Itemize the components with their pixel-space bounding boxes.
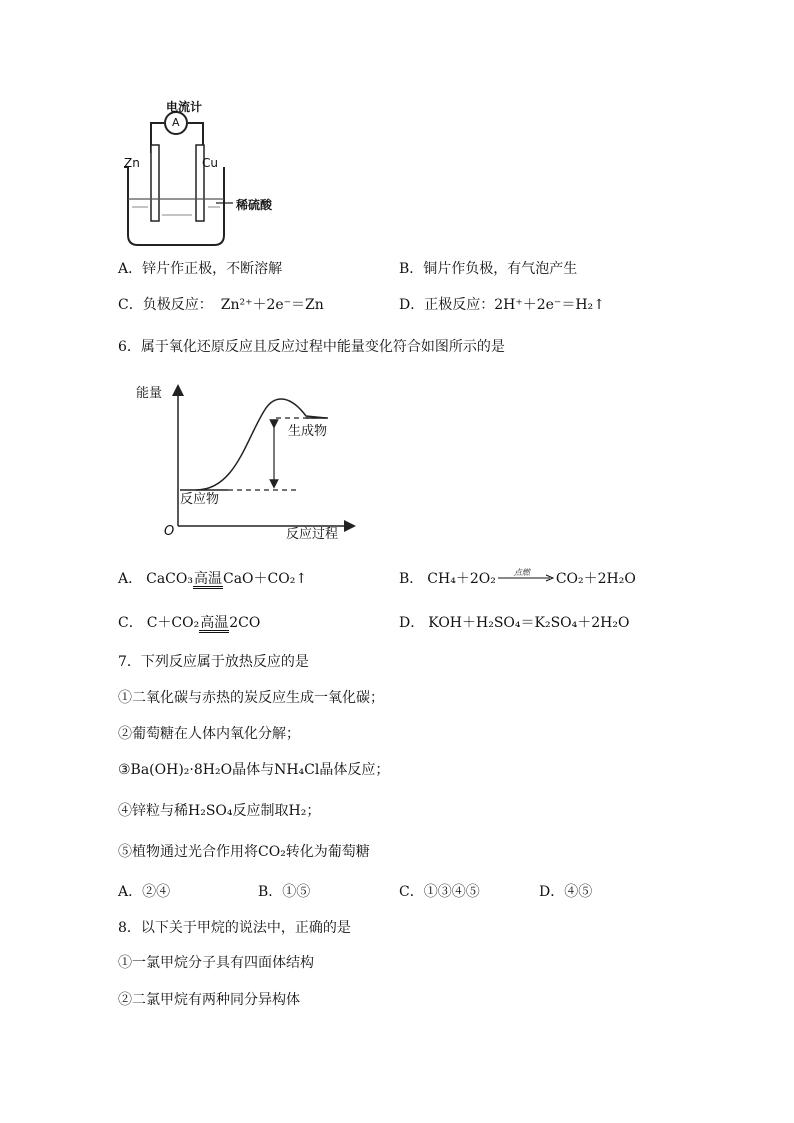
q5-option-b[interactable]: B．铜片作负极，有气泡产生 (399, 261, 578, 277)
q8-item-2: ②二氯甲烷有两种同分异构体 (118, 992, 300, 1008)
q6-option-b-reactants: CH₄＋2O₂ (427, 571, 496, 587)
q6-option-b-products: CO₂＋2H₂O (555, 571, 636, 587)
origin-label: O (164, 524, 175, 539)
q5-option-d-equation: 2H⁺＋2e⁻＝H₂↑ (494, 297, 605, 313)
q7-option-c[interactable]: C．①③④⑤ (399, 884, 480, 900)
q6-option-d-equation: KOH＋H₂SO₄＝K₂SO₄＋2H₂O (428, 615, 630, 631)
q6-option-a-prefix: A． (118, 571, 143, 587)
reaction-arrow-icon (496, 569, 556, 583)
x-axis-label: 反应过程 (286, 527, 339, 542)
q6-option-c-condition: 高温 (200, 615, 229, 631)
q7-option-d[interactable]: D．④⑤ (539, 884, 593, 900)
q6-option-b-prefix: B． (399, 571, 424, 587)
q6-option-b[interactable] (399, 569, 636, 589)
ammeter-label: 电流计 (166, 100, 203, 114)
y-axis-label: 能量 (136, 386, 163, 401)
q6-option-a[interactable] (118, 569, 307, 589)
q6-option-a-reactants: CaCO₃ (146, 571, 193, 587)
q6-option-a-condition: 高温 (194, 571, 222, 587)
q5-option-d-prefix: D．正极反应： (399, 297, 495, 313)
q5-option-a[interactable]: A．锌片作正极，不断溶解 (118, 261, 283, 277)
q6-option-b-condition: 点燃 (513, 568, 530, 577)
q7-item-5: ⑤植物通过光合作用将CO₂转化为葡萄糖 (118, 844, 370, 860)
reactant-label: 反应物 (180, 492, 220, 507)
q6-option-c-products: 2CO (229, 615, 261, 631)
q8-item-1: ①一氯甲烷分子具有四面体结构 (118, 955, 314, 971)
q7-item-2: ②葡萄糖在人体内氧化分解； (118, 726, 300, 742)
q5-option-c-equation: Zn²⁺＋2e⁻＝Zn (220, 297, 324, 313)
q5-option-c-prefix: C．负极反应： (118, 297, 213, 313)
q6-option-d[interactable] (399, 613, 629, 633)
q5-option-c[interactable] (118, 295, 324, 315)
q7-stem: 7．下列反应属于放热反应的是 (118, 654, 309, 670)
energy-diagram-drawing (136, 378, 366, 546)
beaker (128, 167, 224, 245)
q7-option-b[interactable]: B．①⑤ (258, 884, 311, 900)
galvanic-cell-figure (118, 95, 298, 250)
q6-option-a-products: CaO＋CO₂↑ (223, 571, 308, 587)
q8-stem: 8．以下关于甲烷的说法中，正确的是 (118, 920, 351, 936)
product-label: 生成物 (288, 424, 328, 439)
q6-option-c-prefix: C． (118, 615, 143, 631)
q6-option-d-prefix: D． (399, 615, 425, 631)
q6-stem: 6．属于氧化还原反应且反应过程中能量变化符合如图所示的是 (118, 339, 505, 355)
ammeter-symbol: A (172, 116, 180, 129)
q7-item-1: ①二氧化碳与赤热的炭反应生成一氧化碳； (118, 690, 384, 706)
zinc-label: Zn (124, 156, 140, 170)
q7-item-4: ④锌粒与稀H₂SO₄反应制取H₂； (118, 803, 321, 819)
copper-label: Cu (202, 156, 218, 170)
q7-option-a[interactable]: A．②④ (118, 884, 171, 900)
solution-label: 稀硫酸 (236, 198, 273, 212)
q6-option-c-reactants: C＋CO₂ (146, 615, 200, 631)
energy-diagram (136, 378, 366, 546)
q6-option-c[interactable] (118, 613, 260, 633)
q6-option-b-arrow (496, 569, 556, 583)
q7-item-3: ③Ba(OH)₂·8H₂O晶体与NH₄Cl晶体反应； (118, 762, 390, 778)
energy-curve (196, 399, 326, 490)
zinc-plate (151, 145, 159, 221)
q5-option-d[interactable] (399, 295, 605, 315)
